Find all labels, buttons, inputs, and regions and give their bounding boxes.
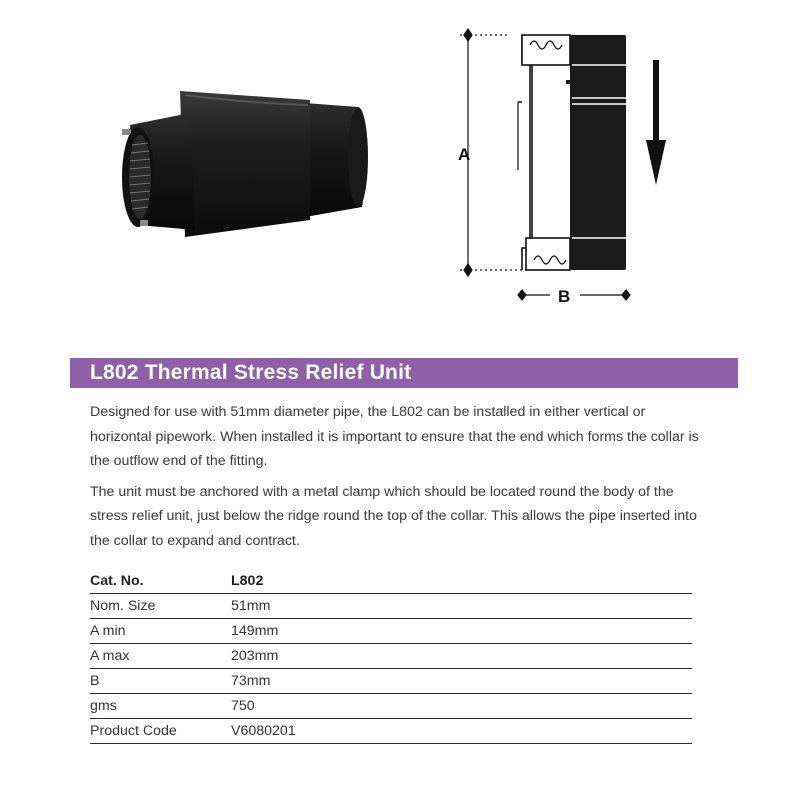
spec-key: Nom. Size — [90, 598, 156, 614]
flow-arrow-icon — [646, 60, 666, 185]
spec-value: L802 — [231, 573, 264, 589]
label-a: A — [458, 145, 471, 164]
product-photo — [100, 85, 375, 245]
label-b: B — [558, 287, 571, 306]
spec-value: 750 — [231, 698, 255, 714]
spec-row — [90, 644, 692, 669]
page-title: L802 Thermal Stress Relief Unit — [90, 361, 412, 384]
spec-row — [90, 619, 692, 644]
spec-key: gms — [90, 698, 117, 714]
description-paragraph: The unit must be anchored with a metal clamp which should be located round the body of the stress relief unit, just below the ridge round the top of the collar. This allows the pipe inserted into the collar to expand and contract. — [90, 483, 697, 549]
spec-value: 73mm — [231, 673, 271, 689]
spec-table — [90, 569, 692, 744]
spec-value: 51mm — [231, 598, 271, 614]
description-paragraph: Designed for use with 51mm diameter pipe, the L802 can be installed in either vertical or horizontal pipework. When installed it is important to ensure that the end which forms the collar is the outflow end of the fitting. — [90, 404, 699, 469]
spec-value: 203mm — [231, 648, 279, 664]
spec-key: A max — [90, 648, 130, 664]
title-bar — [70, 358, 738, 388]
spec-key: Cat. No. — [90, 573, 144, 589]
spec-key: A min — [90, 623, 126, 639]
dimension-b — [518, 290, 630, 300]
spec-value: 149mm — [231, 623, 279, 639]
spec-value: V6080201 — [231, 723, 296, 739]
spec-row — [90, 669, 692, 694]
spec-key: B — [90, 673, 100, 689]
spec-key: Product Code — [90, 723, 177, 739]
spec-row — [90, 594, 692, 619]
spec-row — [90, 694, 692, 719]
spec-row — [90, 719, 692, 744]
spec-header-row — [90, 569, 692, 594]
dimension-diagram — [450, 20, 680, 310]
description — [90, 400, 710, 559]
